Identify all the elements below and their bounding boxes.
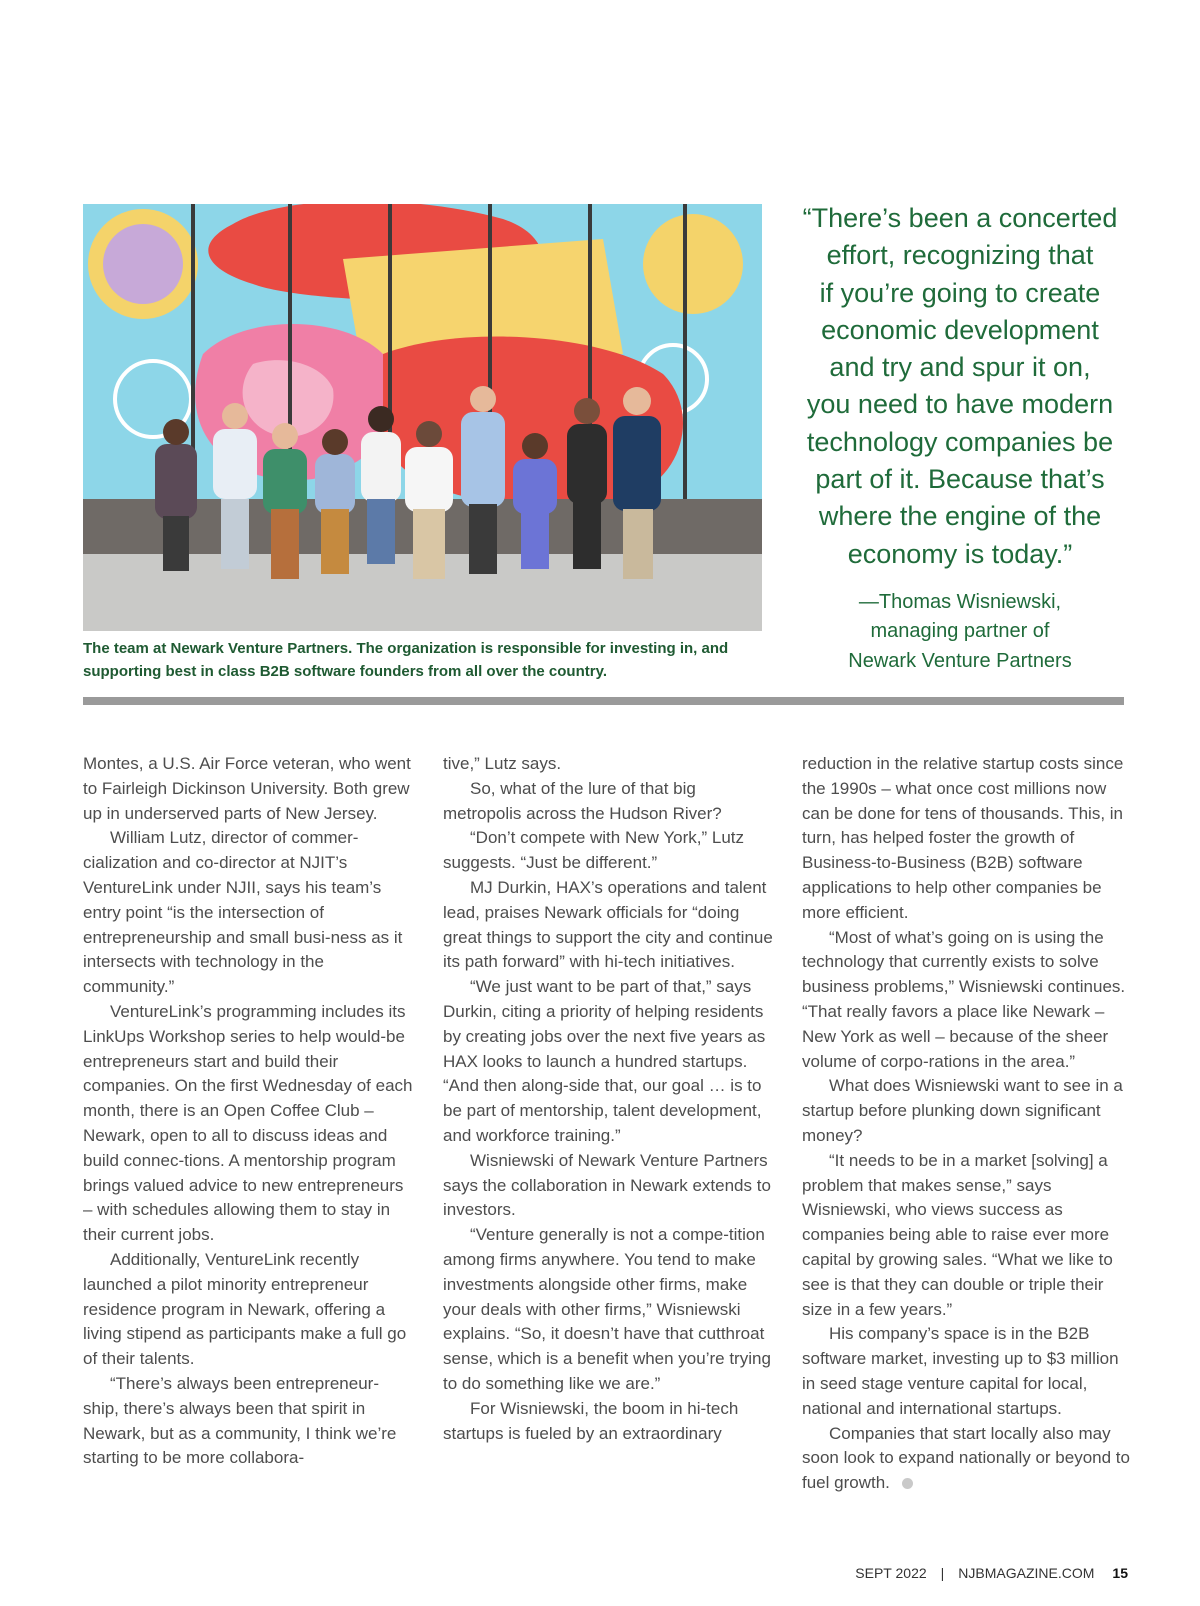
- paragraph: VentureLink’s programming includes its LinkUps Workshop series to help would-be entrepreneurs start and build their companies. On the first Wednesday of each month, there is an Open Coffee Club – Newark, open to all to discuss ideas and build connec-tions. A mentorship program brings valued advice to new entrepreneurs – with schedules allowing them to stay in their current jobs.: [83, 1001, 413, 1245]
- page-footer: [855, 1565, 1128, 1581]
- paragraph-text: Companies that start locally also may soon look to expand nationally or beyond to fuel growth.: [802, 1423, 1130, 1493]
- end-of-article-icon: [902, 1478, 913, 1489]
- paragraph: tive,” Lutz says.: [443, 754, 562, 773]
- paragraph: His company’s space is in the B2B software market, investing up to $3 million in seed stage venture capital for local, national and international startups.: [802, 1324, 1119, 1418]
- paragraph: Additionally, VentureLink recently launched a pilot minority entrepreneur residence program in Newark, offering a living stipend as participants make a full go of their talents.: [83, 1249, 407, 1369]
- footer-separator: |: [940, 1565, 945, 1581]
- pull-quote-line: economic development: [821, 314, 1099, 345]
- attribution-line: Newark Venture Partners: [848, 649, 1072, 672]
- pull-quote: [790, 200, 1130, 573]
- paragraph: “We just want to be part of that,” says Durkin, citing a priority of helping residents by creating jobs over the next five years as HAX looks to launch a hundred startups. “And then along-side that, our goal … is to be part of mentorship, talent development, and workforce training.”: [443, 977, 766, 1145]
- paragraph: “It needs to be in a market [solving] a problem that makes sense,” says Wisniewski, who views success as companies being able to raise ever more capital by growing sales. “What we like to see is that they can double or triple their size in a few years.”: [802, 1150, 1113, 1319]
- pull-quote-line: where the engine of the: [818, 501, 1102, 532]
- paragraph: For Wisniewski, the boom in hi-tech startups is fueled by an extraordinary: [443, 1398, 739, 1443]
- pull-quote-line: part of it. Because that’s: [815, 464, 1105, 495]
- paragraph: “Most of what’s going on is using the technology that currently exists to solve business problems,” Wisniewski continues. “That really favors a place like Newark – New York as well – because of the sheer volume of corpo-rations in the area.”: [802, 927, 1126, 1071]
- pull-quote-line: economy is today.”: [847, 538, 1073, 569]
- paragraph: “Don’t compete with New York,” Lutz suggests. “Just be different.”: [443, 828, 745, 873]
- attribution-line: managing partner of: [870, 620, 1050, 643]
- paragraph: “There’s always been entrepreneur-ship, there’s always been that spirit in Newark, but as a community, I think we’re starting to be more collabora-: [83, 1373, 397, 1468]
- team-photo-image: [83, 204, 762, 631]
- page-number: 15: [1112, 1565, 1128, 1581]
- pull-quote-line: you need to have modern: [806, 389, 1114, 420]
- paragraph: MJ Durkin, HAX’s operations and talent lead, praises Newark officials for “doing great things to support the city and continue its path forward” with hi-tech initiatives.: [443, 877, 773, 972]
- pull-quote-line: effort, recognizing that: [826, 240, 1094, 271]
- pull-quote-line: technology companies be: [806, 426, 1114, 457]
- issue-date: SEPT 2022: [855, 1565, 927, 1581]
- team-photo: [83, 204, 762, 631]
- pull-quote-attribution: [790, 588, 1130, 676]
- paragraph: Montes, a U.S. Air Force veteran, who went to Fairleigh Dickinson University. Both grew up in underserved parts of New Jersey.: [83, 754, 411, 823]
- pull-quote-line: and try and spur it on,: [829, 352, 1091, 383]
- article-column-2: [443, 752, 773, 1446]
- attribution-line: —Thomas Wisniewski,: [858, 591, 1062, 613]
- section-divider: [83, 697, 1124, 705]
- paragraph: What does Wisniewski want to see in a startup before plunking down significant money?: [802, 1076, 1123, 1145]
- paragraph: [802, 1422, 1132, 1496]
- paragraph: reduction in the relative startup costs since the 1990s – what once cost millions now can be done for tens of thousands. This, in turn, has helped foster the growth of Business-to-Business (B2B) software applications to help other companies be more efficient.: [802, 754, 1124, 922]
- website: NJBMAGAZINE.COM: [958, 1565, 1095, 1581]
- paragraph: So, what of the lure of that big metropolis across the Hudson River?: [443, 778, 722, 823]
- pull-quote-line: if you’re going to create: [819, 277, 1101, 308]
- article-column-3: [802, 752, 1132, 1496]
- paragraph: Wisniewski of Newark Venture Partners says the collaboration in Newark extends to investors.: [443, 1150, 771, 1220]
- paragraph: William Lutz, director of commer-cialization and co-director at NJIT’s VentureLink under NJII, says his team’s entry point “is the intersection of entrepreneurship and small busi-ness as it intersects with technology in the community.”: [83, 828, 403, 997]
- paragraph: “Venture generally is not a compe-tition among firms anywhere. You tend to make investments alongside other firms, make your deals with other firms,” Wisniewski explains. “So, it doesn’t have that cutthroat sense, which is a benefit when you’re trying to do something like we are.”: [443, 1225, 771, 1393]
- photo-caption: The team at Newark Venture Partners. The organization is responsible for investing in, and supporting best in class B2B software founders from all over the country.: [83, 640, 729, 680]
- pull-quote-line: “There’s been a concerted: [802, 203, 1118, 233]
- article-column-1: [83, 752, 413, 1471]
